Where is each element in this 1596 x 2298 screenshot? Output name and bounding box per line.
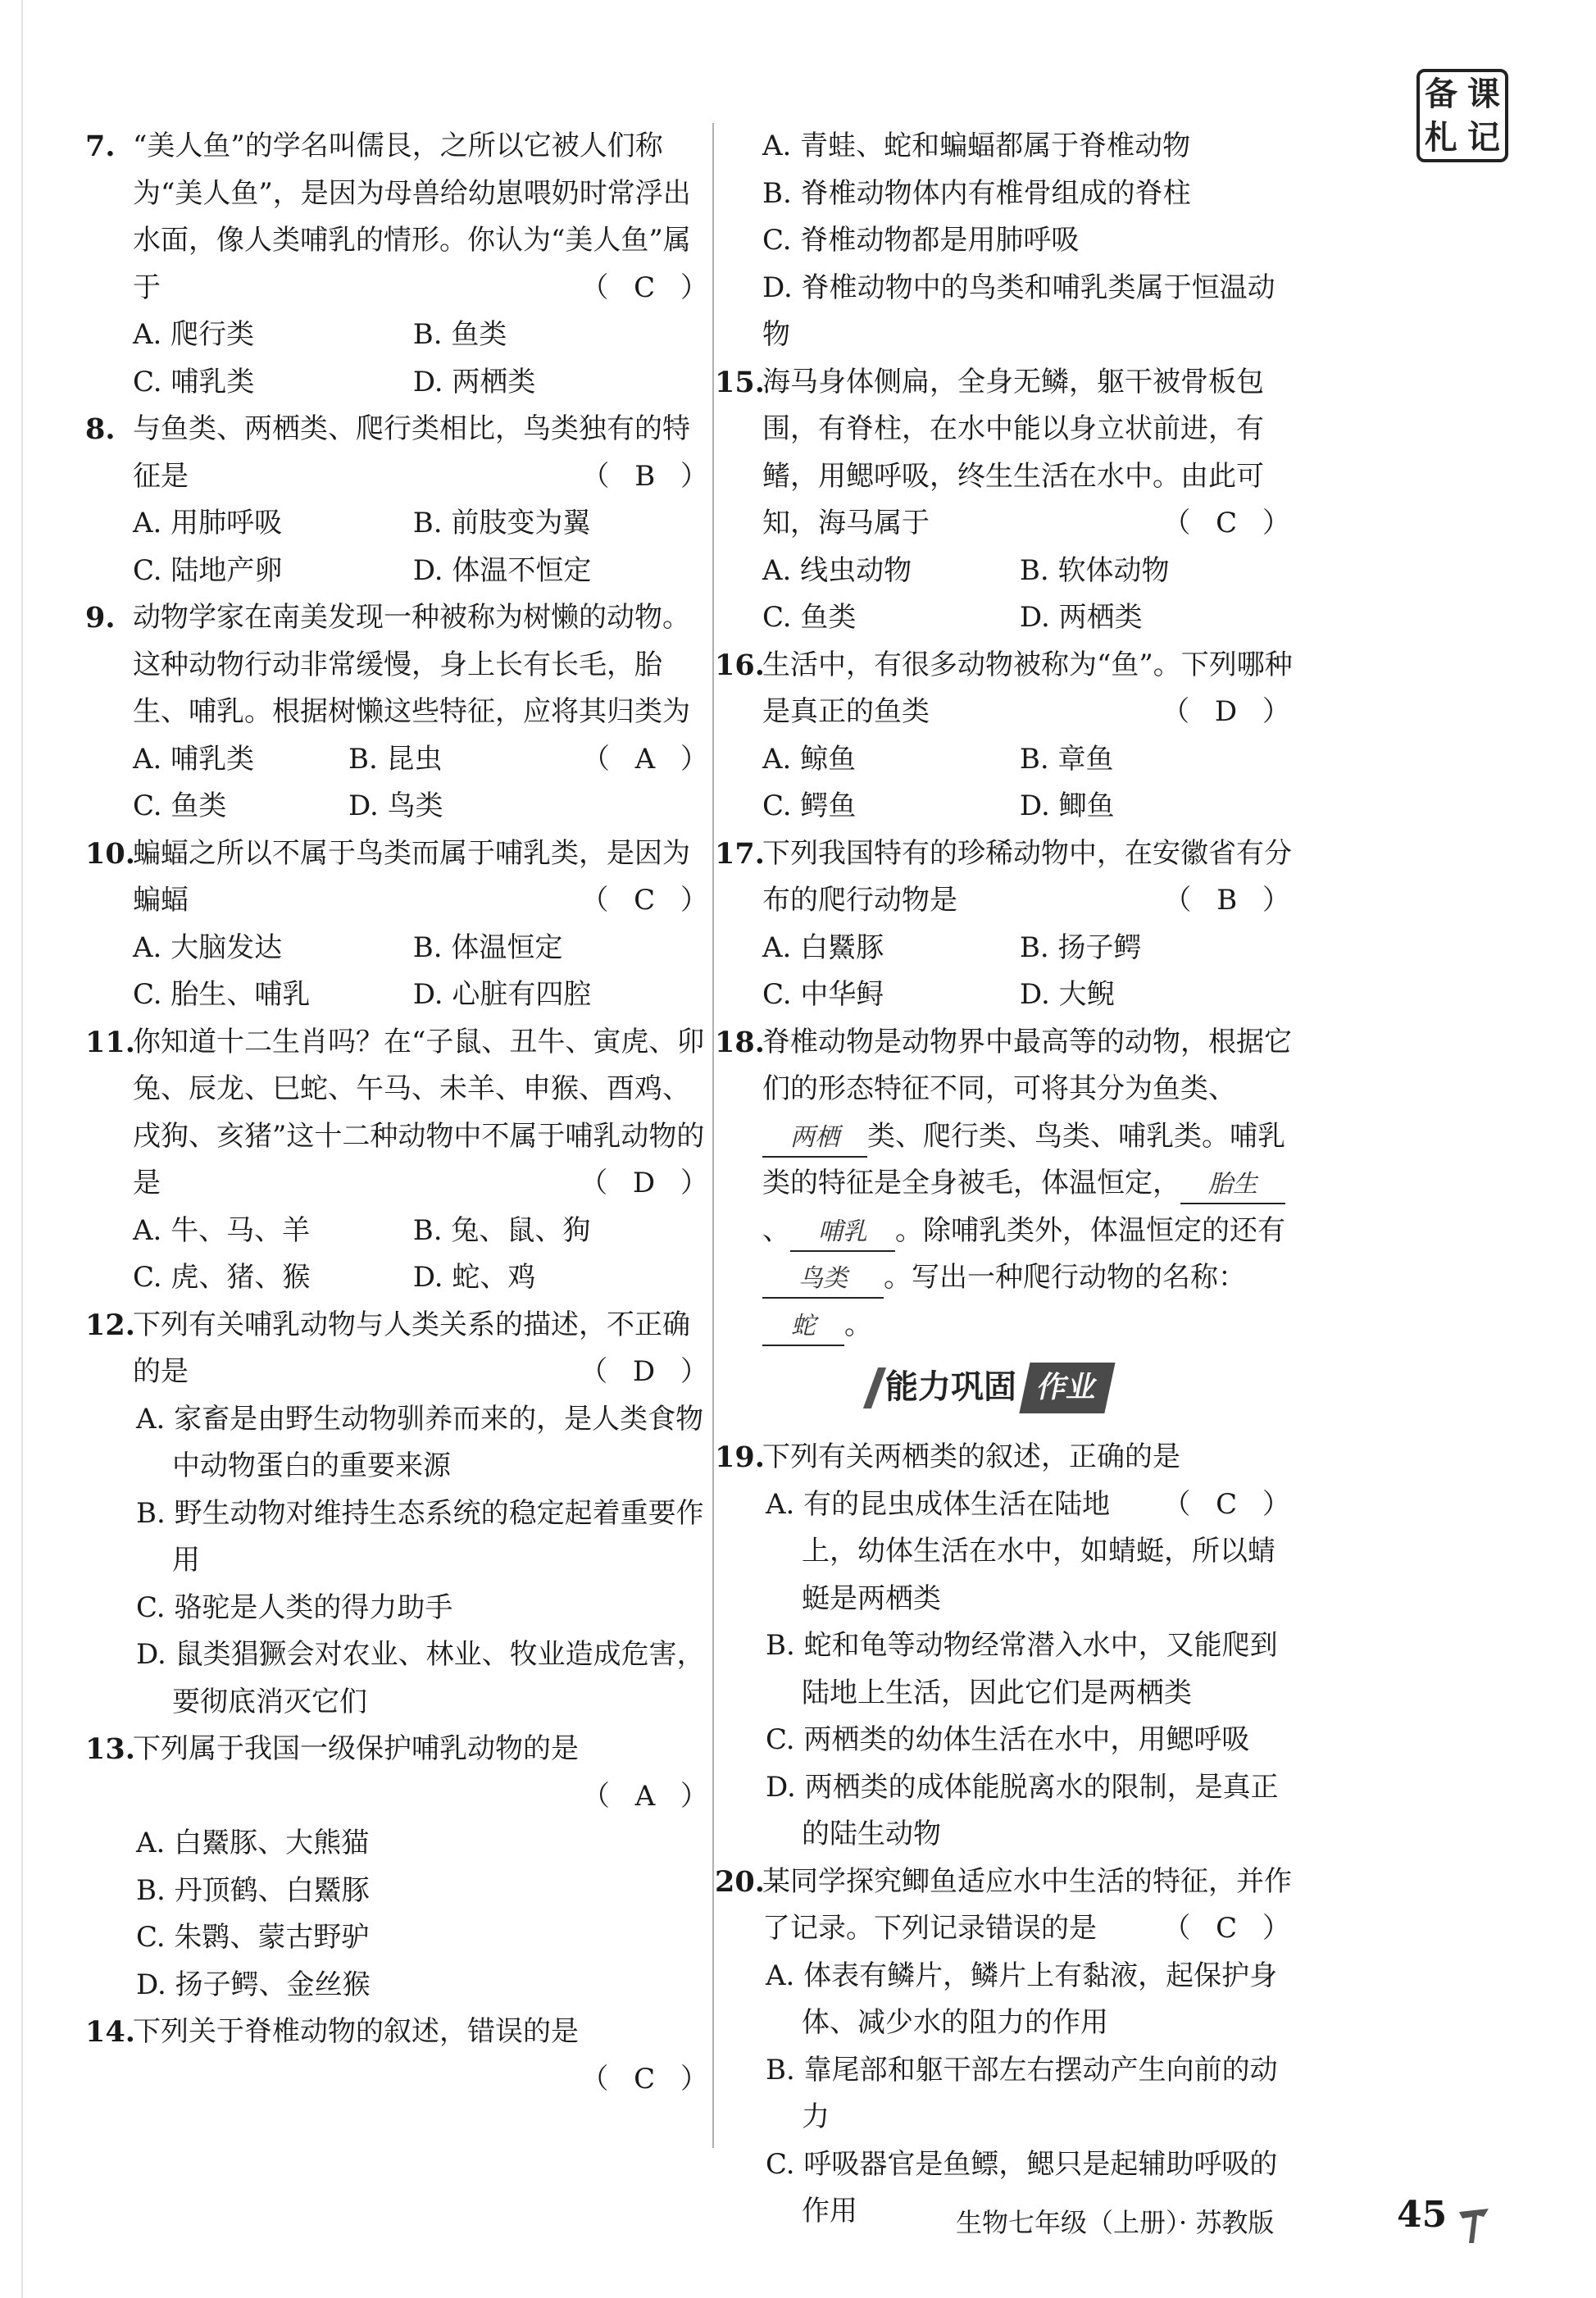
answer-bracket: （ C ）	[580, 884, 716, 917]
question-number: 8.	[85, 412, 116, 446]
option: D. 大鲵	[1019, 978, 1115, 1011]
answer-bracket: （ B ）	[581, 459, 716, 493]
question-number: 13.	[85, 1732, 135, 1766]
option-list	[762, 736, 1298, 830]
question-stem: 下列属于我国一级保护哺乳动物的是	[133, 1732, 579, 1765]
question-stem: “美人鱼”的学名叫儒艮，之所以它被人们称为“美人鱼”，是因为母兽给幼崽喂奶时常浮出水面，像人类哺乳的情形。你认为“美人鱼”属于	[133, 130, 691, 304]
option: A. 白鱀豚、大熊猫	[136, 1827, 370, 1859]
left-column	[85, 123, 716, 2103]
question-text: 、	[762, 1213, 790, 1247]
question-9	[85, 594, 716, 830]
section-banner	[715, 1349, 1298, 1434]
question-stem: 下列有关两栖类的叙述，正确的是	[762, 1440, 1180, 1473]
option-list	[133, 925, 716, 1019]
option: C. 陆地产卵	[133, 553, 283, 587]
option: B. 昆虫	[348, 742, 443, 776]
question-number: 12.	[85, 1308, 135, 1342]
question-text: 。除哺乳类外，体温恒定的还有	[895, 1213, 1285, 1247]
question-text: 。写出一种爬行动物的名称：	[884, 1261, 1246, 1294]
question-text: 类、爬行类、鸟类、哺乳类。哺乳类的特征是全身被毛，体温恒定，	[762, 1119, 1285, 1199]
option: C. 朱鹮、蒙古野驴	[136, 1921, 370, 1954]
question-stem: 下列有关哺乳动物与人类关系的描述，不正确的是	[133, 1308, 690, 1388]
option-list	[133, 1820, 716, 2009]
question-16	[715, 642, 1298, 830]
option: C. 胎生、哺乳	[133, 978, 311, 1011]
banner-slash-icon	[863, 1367, 886, 1408]
option: B. 丹顶鹤、白鱀豚	[136, 1873, 370, 1907]
option: C. 两栖类的幼体生活在水中，用鳃呼吸	[766, 1723, 1250, 1756]
option: A. 大脑发达	[133, 931, 283, 964]
banner-title: 能力巩固	[885, 1368, 1016, 1407]
option-list	[762, 1481, 1298, 1859]
option: C. 鳄鱼	[762, 790, 857, 822]
option: C. 中华鲟	[762, 978, 884, 1011]
option: B. 前肢变为翼	[412, 507, 591, 539]
option: B. 野生动物对维持生态系统的稳定起着重要作用	[136, 1496, 704, 1577]
option-list	[133, 1208, 716, 1302]
page-footer	[902, 2191, 1492, 2248]
page-number: 45	[1397, 2194, 1448, 2236]
option: B. 体温恒定	[412, 931, 563, 964]
question-text: 。	[844, 1308, 872, 1341]
question-number: 18.	[715, 1025, 765, 1059]
option: A. 线虫动物	[762, 553, 912, 587]
option: D. 鼠类猖獗会对农业、林业、牧业造成危害，要彻底消灭它们	[136, 1638, 705, 1718]
option: A. 爬行类	[133, 318, 255, 351]
option: A. 体表有鳞片，鳞片上有黏液，起保护身体、减少水的阻力的作用	[766, 1959, 1278, 2039]
option: B. 靠尾部和躯干部左右摆动产生向前的动力	[766, 2053, 1278, 2133]
option: B. 扬子鳄	[1019, 931, 1142, 964]
question-stem: 下列关于脊椎动物的叙述，错误的是	[133, 2015, 579, 2048]
banner-tag: 作业	[1019, 1363, 1115, 1413]
option: B. 鱼类	[412, 318, 507, 351]
option: D. 脊椎动物中的鸟类和哺乳类属于恒温动物	[762, 271, 1275, 351]
option: D. 鸟类	[348, 790, 443, 822]
question-stem: 生活中，有很多动物被称为“鱼”。下列哪种是真正的鱼类	[762, 648, 1293, 728]
question-stem: 蝙蝠之所以不属于鸟类而属于哺乳类，是因为蝙蝠	[133, 836, 690, 917]
question-14	[85, 2009, 716, 2096]
notes-stamp-icon	[1416, 69, 1508, 162]
answer-bracket: （ C ）	[1162, 1912, 1298, 1945]
page-edge-line	[21, 0, 23, 2298]
question-stem: 某同学探究鲫鱼适应水中生活的特征，并作了记录。下列记录错误的是	[762, 1864, 1292, 1945]
fill-blank: 蛇	[762, 1308, 844, 1346]
question-stem: 动物学家在南美发现一种被称为树懒的动物。这种动物行动非常缓慢，身上长有长毛，胎生、哺乳。根据树懒这些特征，应将其归类为	[133, 601, 690, 728]
question-number: 16.	[715, 648, 765, 682]
answer-bracket: （ A ）	[581, 742, 716, 776]
option-list	[133, 500, 716, 594]
question-11	[85, 1019, 716, 1302]
question-stem: 海马身体侧扁，全身无鳞，躯干被骨板包围，有脊柱，在水中能以身立状前进，有鳍，用鳃呼吸，终生生活在水中。由此可知，海马属于	[762, 365, 1264, 539]
question-10	[85, 830, 716, 1019]
question-stem: 你知道十二生肖吗？在“子鼠、丑牛、寅虎、卯兔、辰龙、巳蛇、午马、未羊、申猴、酉鸡、戌狗、亥猪”这十二种动物中不属于哺乳动物的是	[133, 1025, 705, 1199]
question-7	[85, 123, 716, 406]
option: D. 心脏有四腔	[412, 978, 592, 1011]
question-number: 10.	[85, 836, 135, 871]
answer-bracket: （ D ）	[580, 1355, 716, 1388]
stamp-char: 札	[1425, 117, 1457, 157]
option: B. 蛇和龟等动物经常潜入水中，又能爬到陆地上生活，因此它们是两栖类	[766, 1629, 1278, 1709]
question-text: 脊椎动物是动物界中最高等的动物，根据它们的形态特征不同，可将其分为鱼类、	[762, 1025, 1292, 1105]
option-list	[762, 123, 1298, 359]
question-number: 20.	[715, 1864, 765, 1899]
option: A. 哺乳类	[133, 742, 255, 776]
option: A. 用肺呼吸	[133, 507, 283, 539]
question-17	[715, 830, 1298, 1019]
option-list	[762, 925, 1298, 1019]
question-8	[85, 406, 716, 594]
option: C. 脊椎动物都是用肺呼吸	[762, 224, 1080, 257]
option: C. 鱼类	[133, 790, 227, 822]
stamp-char: 记	[1467, 117, 1500, 157]
page-corner-icon	[1456, 2204, 1494, 2246]
answer-bracket: （ D ）	[1162, 695, 1298, 728]
option: A. 有的昆虫成体生活在陆地上，幼体生活在水中，如蜻蜓，所以蜻蜓是两栖类	[766, 1487, 1275, 1615]
option: A. 牛、马、羊	[133, 1213, 311, 1247]
question-15	[715, 359, 1298, 642]
option: B. 兔、鼠、狗	[412, 1213, 591, 1247]
answer-bracket: （ C ）	[1162, 1487, 1298, 1521]
stamp-char: 备	[1425, 74, 1457, 113]
stamp-char: 课	[1467, 74, 1500, 113]
option: B. 章鱼	[1019, 742, 1114, 776]
question-20	[715, 1859, 1298, 2236]
question-12	[85, 1302, 716, 1727]
option: D. 扬子鳄、金丝猴	[136, 1968, 371, 2001]
answer-bracket: （ C ）	[580, 2062, 716, 2096]
option: D. 鲫鱼	[1019, 790, 1115, 822]
fill-blank: 胎生	[1180, 1167, 1285, 1204]
answer-bracket: （ A ）	[581, 1779, 716, 1813]
option: A. 家畜是由野生动物驯养而来的，是人类食物中动物蛋白的重要来源	[136, 1402, 704, 1482]
option: B. 脊椎动物体内有椎骨组成的脊柱	[762, 176, 1191, 210]
option: D. 两栖类	[1019, 601, 1143, 634]
question-13	[85, 1726, 716, 2009]
option-list	[133, 736, 582, 830]
option: D. 蛇、鸡	[412, 1261, 536, 1294]
banner-content	[871, 1365, 1110, 1411]
question-number: 17.	[715, 836, 765, 871]
question-number: 9.	[85, 601, 116, 635]
fill-blank: 两栖	[762, 1120, 867, 1158]
option: D. 体温不恒定	[412, 553, 592, 587]
book-title: 生物七年级（上册）· 苏教版	[956, 2207, 1275, 2238]
question-number: 7.	[85, 130, 116, 163]
question-stem: 与鱼类、两栖类、爬行类相比，鸟类独有的特征是	[133, 412, 690, 493]
option: D. 两栖类的成体能脱离水的限制，是真正的陆生动物	[766, 1770, 1279, 1850]
option-list	[133, 1396, 716, 1727]
question-14-options	[715, 123, 1298, 359]
answer-bracket: （ C ）	[580, 271, 716, 304]
answer-bracket: （ C ）	[1162, 507, 1298, 539]
question-19	[715, 1434, 1298, 1859]
option: D. 两栖类	[412, 365, 536, 398]
fill-blank: 哺乳	[790, 1214, 895, 1252]
question-number: 11.	[85, 1025, 135, 1059]
option: A. 鲸鱼	[762, 742, 857, 776]
option: C. 哺乳类	[133, 365, 255, 398]
option: C. 鱼类	[762, 601, 857, 634]
question-number: 14.	[85, 2015, 135, 2049]
answer-bracket: （ B ）	[1163, 884, 1298, 917]
option: B. 软体动物	[1019, 553, 1170, 587]
fill-blank: 鸟类	[762, 1261, 884, 1299]
answer-bracket: （ D ）	[580, 1167, 716, 1199]
question-18	[715, 1019, 1298, 1349]
option: C. 虎、猪、猴	[133, 1261, 311, 1294]
option: C. 呼吸器官是鱼鳔，鳃只是起辅助呼吸的作用	[766, 2147, 1278, 2227]
option: C. 骆驼是人类的得力助手	[136, 1590, 453, 1624]
option-list	[133, 312, 716, 406]
question-number: 15.	[715, 365, 765, 399]
question-stem: 下列我国特有的珍稀动物中，在安徽省有分布的爬行动物是	[762, 836, 1292, 917]
option-list	[762, 548, 1298, 642]
option: A. 青蛙、蛇和蝙蝠都属于脊椎动物	[762, 130, 1191, 162]
right-column	[715, 123, 1298, 2236]
option: A. 白鱀豚	[762, 931, 884, 964]
question-number: 19.	[715, 1440, 765, 1474]
